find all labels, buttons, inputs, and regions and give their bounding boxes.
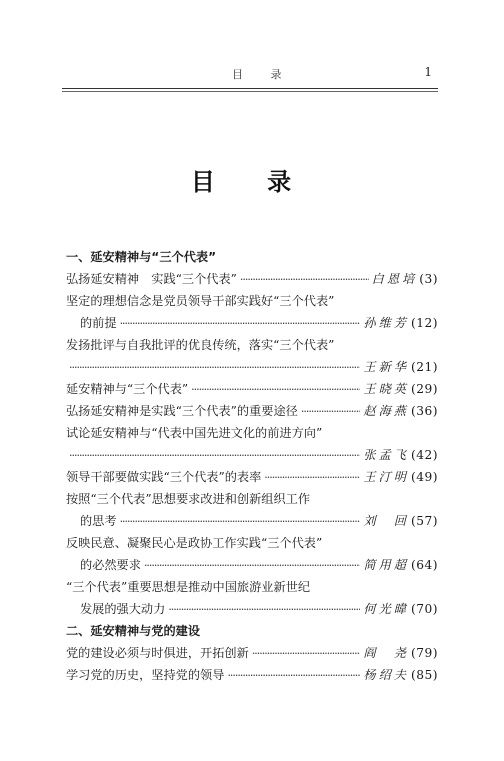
toc-entry-title: 弘扬延安精神 实践“三个代表” bbox=[66, 272, 237, 286]
dot-leader bbox=[69, 357, 360, 379]
toc-entry bbox=[66, 664, 438, 686]
toc-entry-author: 杨绍夫 bbox=[363, 668, 409, 682]
toc-entry-page: (12) bbox=[410, 316, 438, 330]
toc-entry-author: 刘 回 bbox=[363, 514, 409, 528]
toc-entry bbox=[66, 554, 438, 576]
toc-entry bbox=[66, 378, 438, 400]
toc-entry-title: 学习党的历史，坚持党的领导 bbox=[66, 668, 225, 682]
toc-entry-author: 王汀明 bbox=[363, 470, 409, 484]
toc-entry-title-line: 坚定的理想信念是党员领导干部实践好“三个代表” bbox=[66, 294, 335, 308]
toc-entry-title: 的必然要求 bbox=[80, 558, 141, 572]
toc-section-heading: 二、延安精神与党的建设 bbox=[66, 624, 201, 638]
toc-section-heading: 一、延安精神与“三个代表” bbox=[66, 250, 217, 264]
toc-entry-title: 发展的强大动力 bbox=[80, 602, 166, 616]
toc-entry-title: 党的建设必须与时俱进，开拓创新 bbox=[66, 646, 249, 660]
toc-entry-title: 的思考 bbox=[80, 514, 117, 528]
toc-entry-page: (79) bbox=[410, 646, 438, 660]
toc-entry-page: (70) bbox=[410, 602, 438, 616]
toc-entry-title-line: “三个代表”重要思想是推动中国旅游业新世纪 bbox=[66, 580, 311, 594]
toc-entry-author: 简用超 bbox=[363, 558, 409, 572]
toc-entry-author: 阎 尧 bbox=[363, 646, 409, 660]
toc-entry-page: (64) bbox=[410, 558, 438, 572]
toc-entry-author: 白恩培 bbox=[371, 272, 418, 286]
toc-entry-author: 赵海燕 bbox=[363, 404, 409, 418]
toc-entry-title-line: 试论延安精神与“代表中国先进文化的前进方向” bbox=[66, 426, 323, 440]
toc-entry bbox=[66, 510, 438, 532]
running-header bbox=[62, 66, 438, 88]
toc-entry-title: 延安精神与“三个代表” bbox=[66, 382, 189, 396]
toc-entry-page: (57) bbox=[410, 514, 438, 528]
toc-entry bbox=[66, 642, 438, 664]
dot-leader bbox=[69, 445, 360, 467]
dot-leader bbox=[168, 599, 360, 621]
toc-entry-author: 何光暐 bbox=[363, 602, 409, 616]
dot-leader bbox=[252, 643, 361, 665]
toc-entry-title: 领导干部要做实践“三个代表”的表率 bbox=[66, 470, 262, 484]
toc-entry-page: (85) bbox=[410, 668, 438, 682]
toc-entry bbox=[66, 356, 438, 378]
dot-leader bbox=[120, 313, 361, 335]
toc-entry-author: 王晓英 bbox=[363, 382, 409, 396]
toc-entry bbox=[66, 400, 438, 422]
toc-entry bbox=[66, 312, 438, 334]
toc-entry-title-line: 按照“三个代表”思想要求改进和创新组织工作 bbox=[66, 492, 311, 506]
toc-entry-author: 王新华 bbox=[363, 360, 409, 374]
dot-leader bbox=[301, 401, 361, 423]
toc-entry bbox=[66, 444, 438, 466]
dot-leader bbox=[120, 511, 361, 533]
toc-entry-page: (3) bbox=[419, 272, 438, 286]
header-rule-thin bbox=[62, 91, 438, 92]
toc-entry-title-line: 反映民意、凝聚民心是政协工作实践“三个代表” bbox=[66, 536, 323, 550]
dot-leader bbox=[144, 555, 360, 577]
header-rule-thick bbox=[62, 88, 438, 89]
running-header-page-number: 1 bbox=[424, 65, 432, 79]
page-title: 目 录 bbox=[190, 168, 314, 196]
dot-leader bbox=[191, 379, 360, 401]
toc-entry-page: (21) bbox=[410, 360, 438, 374]
toc-entry bbox=[66, 598, 438, 620]
toc-entry-title: 弘扬延安精神是实践“三个代表”的重要途径 bbox=[66, 404, 298, 418]
dot-leader bbox=[264, 467, 360, 489]
toc-entry-page: (29) bbox=[410, 382, 438, 396]
toc-entry-page: (42) bbox=[410, 448, 438, 462]
dot-leader bbox=[227, 665, 360, 687]
toc-entry-page: (36) bbox=[410, 404, 438, 418]
table-of-contents bbox=[66, 246, 438, 686]
toc-entry-author: 张孟飞 bbox=[363, 448, 409, 462]
toc-entry-title-line: 发扬批评与自我批评的优良传统，落实“三个代表” bbox=[66, 338, 335, 352]
toc-entry bbox=[66, 268, 438, 290]
toc-entry-title: 的前提 bbox=[80, 316, 117, 330]
dot-leader bbox=[240, 269, 369, 291]
toc-entry-author: 孙维芳 bbox=[363, 316, 409, 330]
toc-entry bbox=[66, 466, 438, 488]
running-header-title: 目 录 bbox=[232, 68, 294, 81]
toc-entry-page: (49) bbox=[410, 470, 438, 484]
